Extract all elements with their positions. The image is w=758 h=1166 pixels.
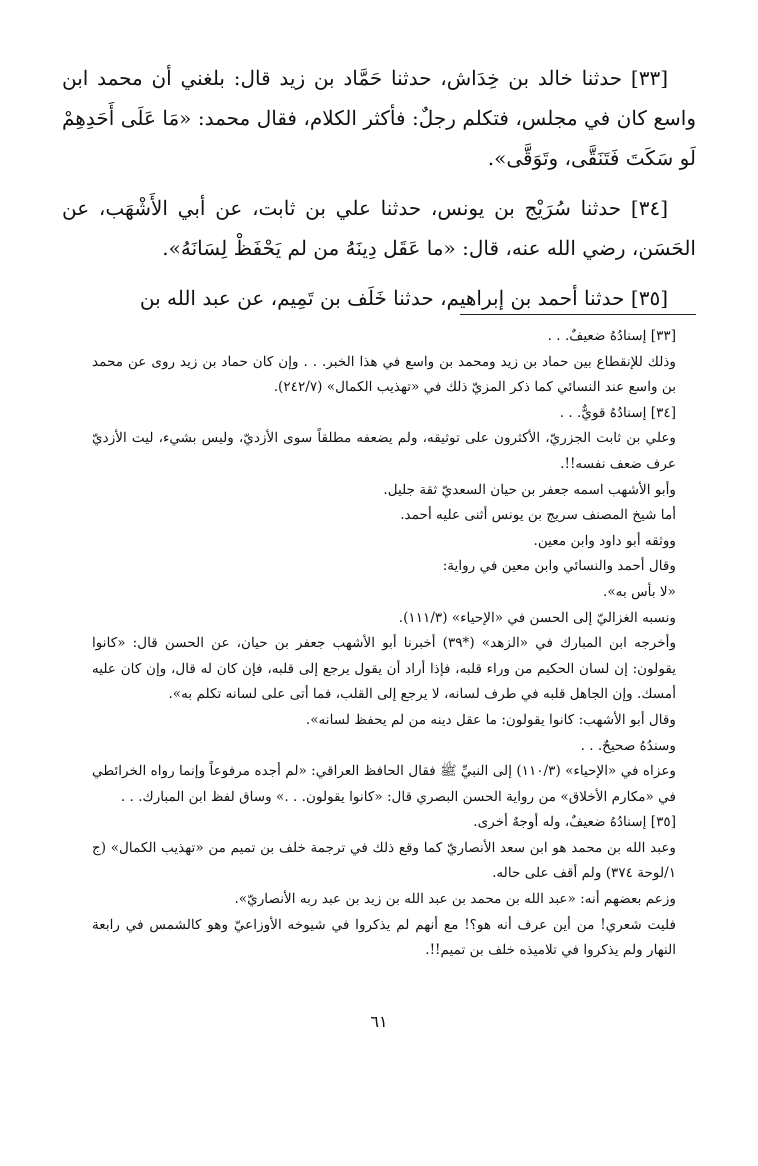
footnote-line: وأخرجه ابن المبارك في «الزهد» (*٣٩) أخبرنا أبو الأشهب جعفر بن حيان، عن الحسن قال: «كانوا يقولون: إن لسان الحكيم من وراء قلبه، فإذا أراد أن يقول يرجع إلى قلبه، فإن كان له قال، وإن كان عليه أمسك. وإن الجاهل قلبه في طرف لسانه، لا يرجع إلى القلب، فما أتى على لسانه تكلم به». [92, 635, 677, 703]
footnote-line: ونسبه الغزاليّ إلى الحسن في «الإحياء» (١١١/٣). [398, 609, 676, 626]
page-number: ٦١ [370, 1012, 388, 1031]
main-text [62, 58, 696, 328]
hadith-34: [٣٤] حدثنا سُرَيْج بن يونس، حدثنا علي بن ثابت، عن أبي الأَشْهَب، عن الحَسَن، رضي الله عنه، قال: «ما عَقَل دِينَهُ من لم يَحْفَظْ لِسَانَهُ». [62, 196, 696, 260]
hadith-33: [٣٣] حدثنا خالد بن خِدَاش، حدثنا حَمَّاد بن زيد قال: بلغني أن محمد ابن واسع كان في مجلس، فتكلم رجلٌ: فأكثر الكلام، فقال محمد: «مَا عَلَى أَحَدِهِمْ لَو سَكَتَ فَتَنَقَّى، وتَوَقَّى». [62, 66, 696, 170]
footnote-separator [460, 314, 696, 315]
footnote-line: وسندُهُ صحيحٌ. . . [580, 737, 676, 754]
footnote-line: وعلي بن ثابت الجزريّ، الأكثرون على توثيقه، ولم يضعفه مطلقاً سوى الأزديّ، وليس بشيء، ليت الأزديّ عرف ضعف نفسه!!. [92, 430, 676, 472]
footnote-line: ووثقه أبو داود وابن معين. [533, 532, 676, 549]
footnote-line: فليت شعري! من أين عرف أنه هو؟! مع أنهم لم يذكروا في شيوخه الأوزاعيّ وهو كالشمس في رابعة النهار ولم يذكروا في تلاميذه خلف بن تميم!!. [92, 916, 676, 959]
footnote-line: [٣٣] إسنادُهُ ضعيفٌ. . . [547, 328, 676, 344]
footnote-line: وعبد الله بن محمد هو ابن سعد الأنصاريّ كما وقع ذلك في ترجمة خلف بن تميم من «تهذيب الكمال» (ج ١/لوحة ٣٧٤) ولم أقف على حاله. [92, 839, 676, 882]
footnote-line: وقال أبو الأشهب: كانوا يقولون: ما عقل دينه من لم يحفظ لسانه». [305, 711, 676, 728]
footnote-line: وأبو الأشهب اسمه جعفر بن حيان السعديّ ثقة جليل. [383, 481, 676, 498]
footnote-line: [٣٥] إسنادُهُ ضعيفٌ، وله أوجهٌ أخرى. [473, 814, 676, 831]
footnote-line: وعزاه في «الإحياء» (١١٠/٣) إلى النبيِّ ﷺ فقال الحافظ العراقي: «لم أجده مرفوعاً وإنما رواه الخرائطي في «مكارم الأخلاق» من رواية الحسن البصري قال: «كانوا يقولون. . .» وساق لفظ ابن المبارك. . . [92, 763, 676, 805]
hadith-35: [٣٥] حدثنا أحمد بن إبراهيم، حدثنا خَلَف بن تَمِيم، عن عبد الله بن [139, 286, 668, 310]
footnote-line: «لا بأس به». [603, 583, 676, 600]
footnote-line: وقال أحمد والنسائي وابن معين في رواية: [442, 558, 676, 575]
footnote-line: [٣٤] إسنادُهُ قويٌّ. . . [559, 404, 676, 421]
footnote-line: وزعم بعضهم أنه: «عبد الله بن محمد بن عبد الله بن زيد بن عبد ربه الأنصاريّ». [234, 891, 676, 908]
footnote-line: أما شيخ المصنف سريج بن يونس أثنى عليه أحمد. [400, 507, 676, 524]
footnotes [92, 324, 698, 964]
footnote-line: وذلك للإنقطاع بين حماد بن زيد ومحمد بن واسع في هذا الخبر. . . وإن كان حماد بن زيد روى عن محمد بن واسع عند النسائي كما ذكر المزيّ ذلك في «تهذيب الكمال» (٢٤٢/٧). [92, 353, 676, 396]
